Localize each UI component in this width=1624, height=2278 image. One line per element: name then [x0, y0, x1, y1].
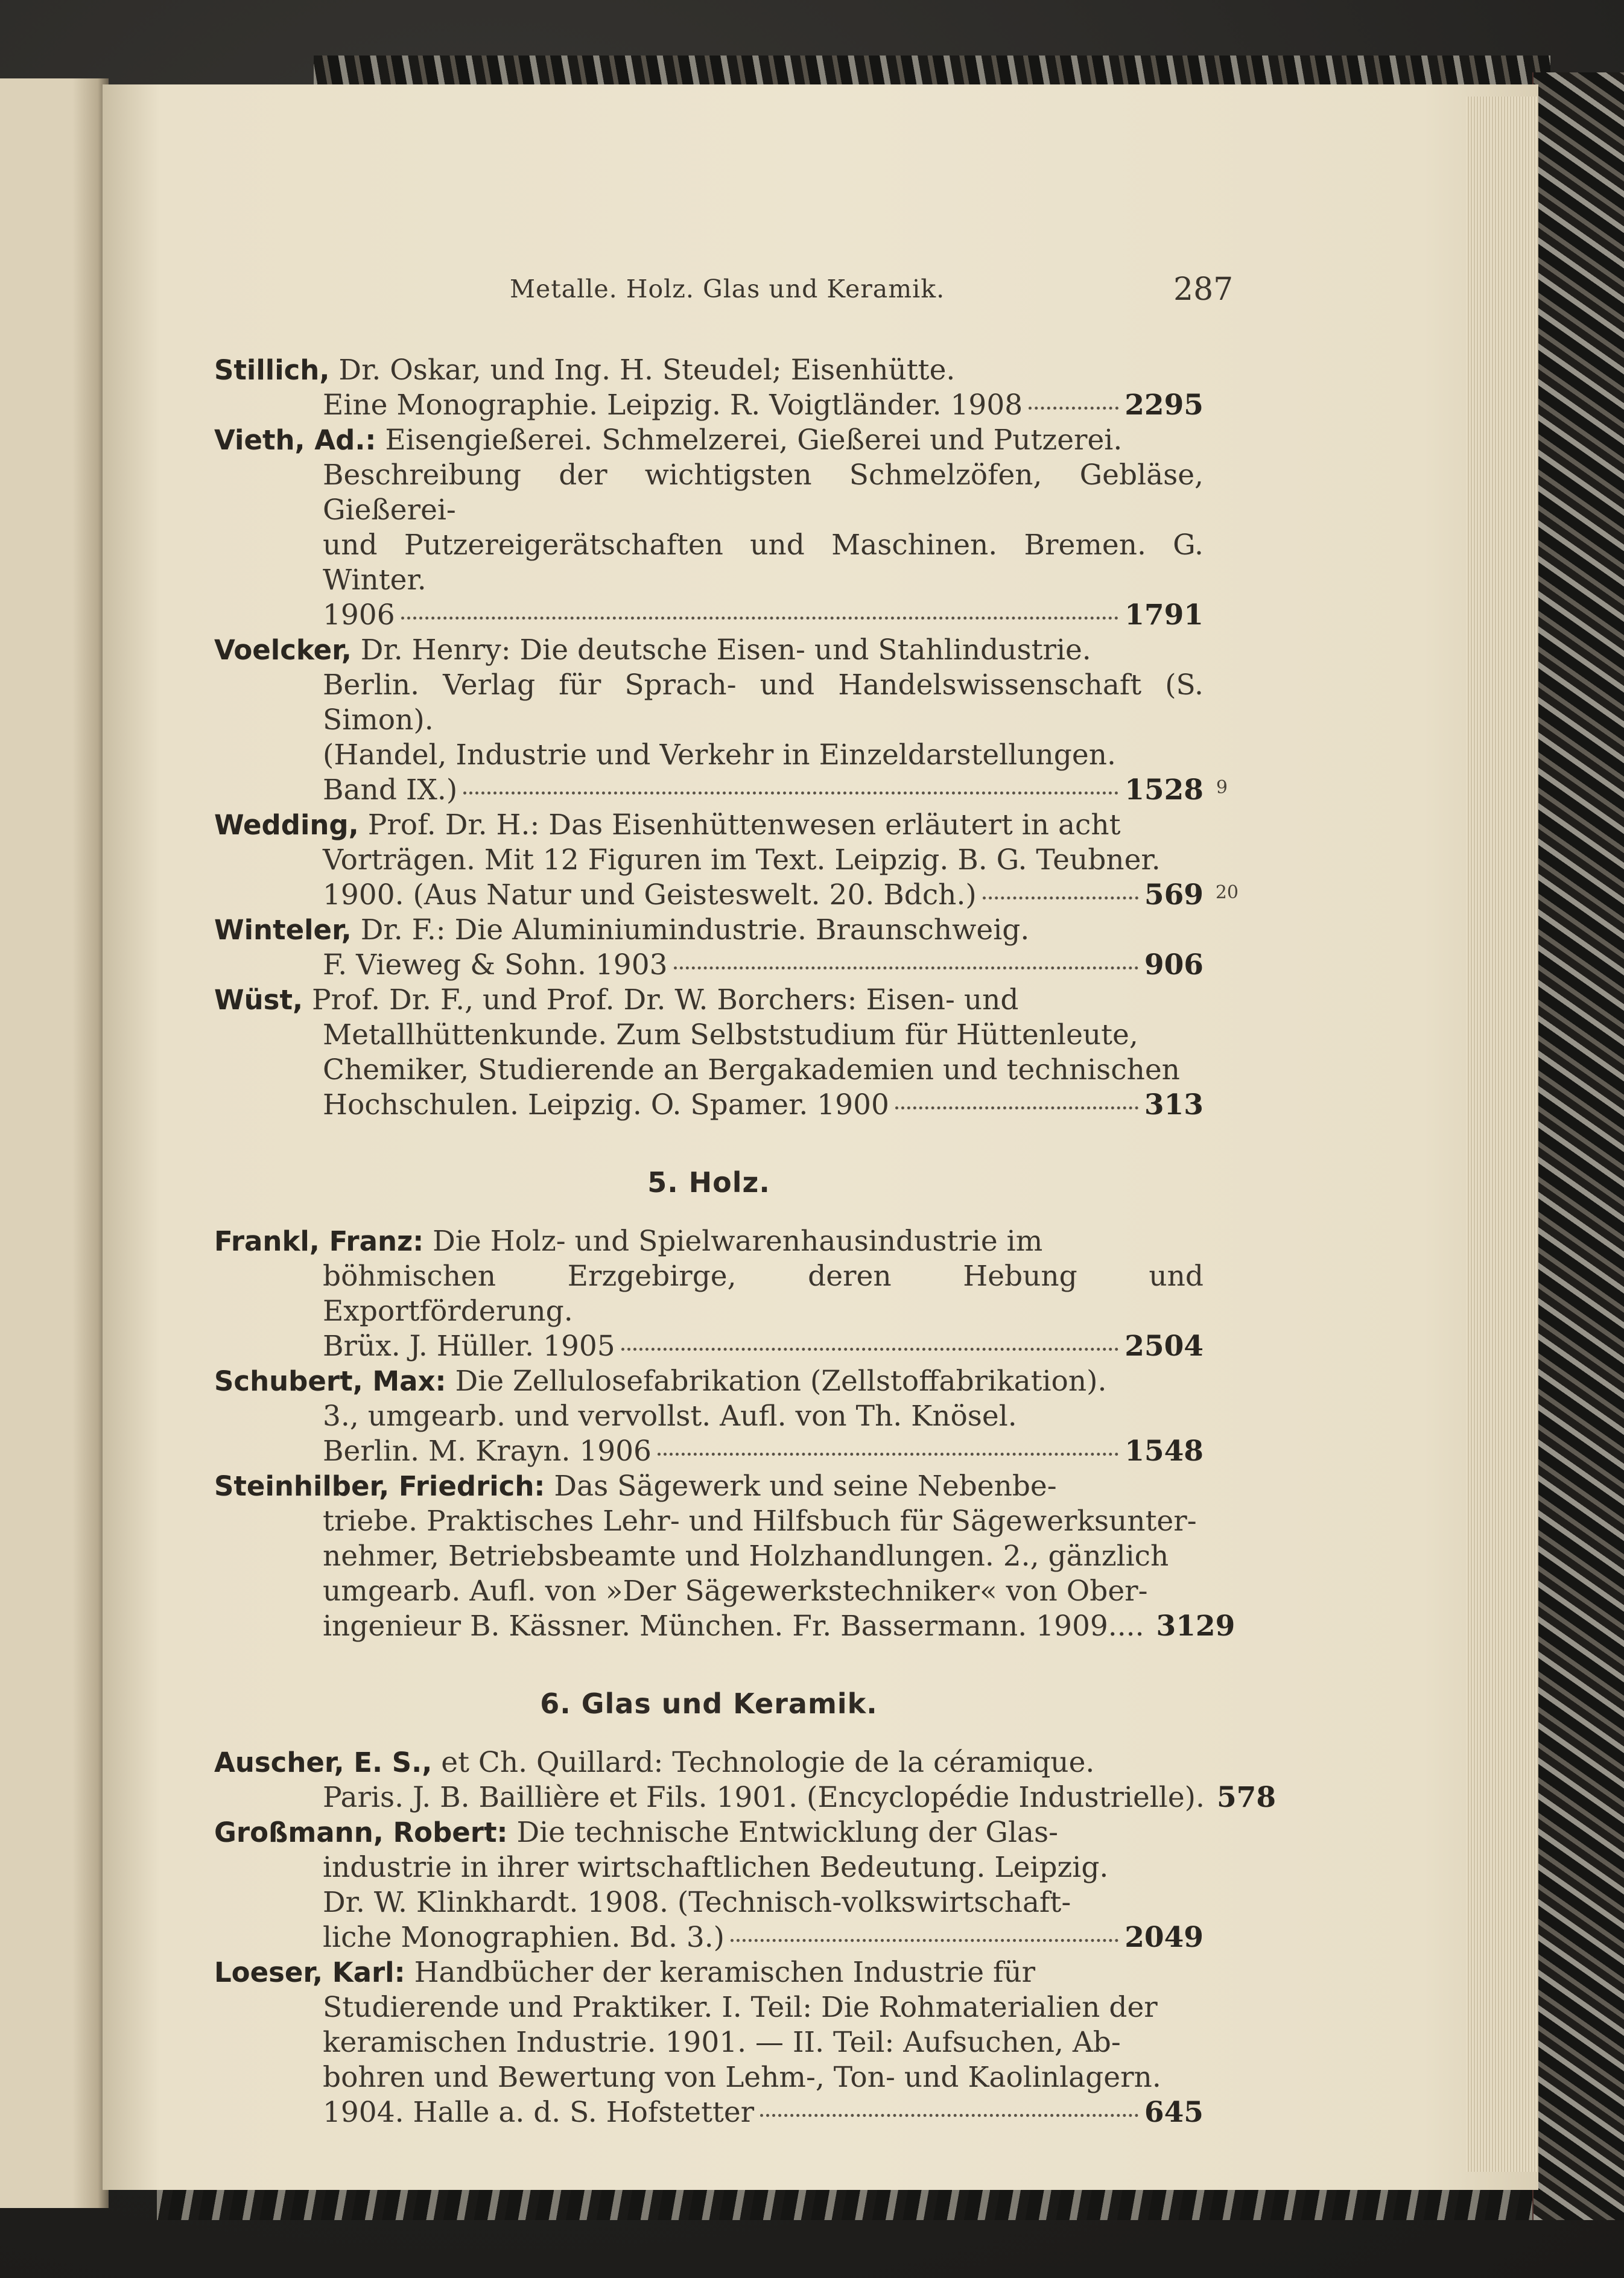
entry-author: Schubert, Max:: [214, 1365, 446, 1397]
entry-line: (Handel, Industrie und Verkehr in Einzeldarstellungen.: [323, 738, 1116, 772]
entry-line: ingenieur B. Kässner. München. Fr. Bassermann. 1909....: [323, 1610, 1144, 1643]
list-item: [214, 1364, 1204, 1469]
entry-line: Die Holz- und Spielwarenhausindustrie im: [433, 1225, 1043, 1258]
entry-number: 1528: [1124, 773, 1204, 807]
running-title: Metalle. Holz. Glas und Keramik.: [510, 274, 945, 303]
entry-line: Die Zellulosefabrikation (Zellstoffabrikation).: [455, 1365, 1107, 1398]
entry-line: F. Vieweg & Sohn. 1903: [323, 948, 668, 982]
list-item: [214, 1955, 1204, 2130]
entry-line: Studierende und Praktiker. I. Teil: Die Rohmaterialien der: [323, 1991, 1158, 2024]
entry-line: Berlin. Verlag für Sprach- und Handelswissenschaft (S. Simon).: [323, 668, 1204, 737]
bibliography-list: [214, 353, 1277, 2130]
entry-number: 2504: [1124, 1330, 1204, 1363]
entry-line: Das Sägewerk und seine Nebenbe-: [554, 1470, 1057, 1503]
entry-author: Winteler,: [214, 914, 352, 946]
entry-number: 3129: [1156, 1610, 1235, 1643]
entry-line: 1904. Halle a. d. S. Hofstetter: [323, 2096, 755, 2129]
entry-number: 578: [1216, 1781, 1277, 1814]
entry-number: 313: [1144, 1088, 1204, 1122]
entry-line: Dr. Henry: Die deutsche Eisen- und Stahlindustrie.: [360, 633, 1091, 667]
entry-line: böhmischen Erzgebirge, deren Hebung und Exportförderung.: [323, 1260, 1204, 1328]
entry-line: bohren und Bewertung von Lehm-, Ton- und Kaolinlagern.: [323, 2061, 1161, 2094]
entry-line: Dr. Oskar, und Ing. H. Steudel; Eisenhütte.: [338, 354, 956, 387]
list-item: [214, 913, 1204, 983]
entry-line: industrie in ihrer wirtschaftlichen Bedeutung. Leipzig.: [323, 1851, 1109, 1884]
entry-author: Wüst,: [214, 984, 303, 1016]
entry-author: Frankl, Franz:: [214, 1225, 424, 1257]
entry-line: Prof. Dr. H.: Das Eisenhüttenwesen erläutert in acht: [367, 808, 1121, 842]
list-item: [214, 1745, 1277, 1815]
marbled-edge-right: [1534, 72, 1624, 2220]
entry-number: 1791: [1124, 598, 1204, 632]
entry-author: Loeser, Karl:: [214, 1956, 405, 1988]
entry-line: Dr. F.: Die Aluminiumindustrie. Braunschweig.: [360, 913, 1030, 947]
entry-line: liche Monographien. Bd. 3.): [323, 1921, 725, 1954]
entry-line: Die technische Entwicklung der Glas-: [516, 1816, 1059, 1849]
entry-line: et Ch. Quillard: Technologie de la céramique.: [441, 1746, 1095, 1779]
section-heading-holz: 5. Holz.: [647, 1166, 770, 1199]
entry-line: Prof. Dr. F., und Prof. Dr. W. Borchers: Eisen- und: [312, 983, 1019, 1017]
entry-line: und Putzereigerätschaften und Maschinen. Bremen. G. Winter.: [323, 528, 1204, 597]
list-item: [214, 808, 1239, 913]
entry-line: Berlin. M. Krayn. 1906: [323, 1435, 652, 1468]
entry-line: Metallhüttenkunde. Zum Selbststudium für Hüttenleute,: [323, 1018, 1138, 1052]
entry-line: Hochschulen. Leipzig. O. Spamer. 1900: [323, 1088, 889, 1122]
margin-annotation: 9: [1216, 777, 1228, 798]
entry-line: Vorträgen. Mit 12 Figuren im Text. Leipzig. B. G. Teubner.: [323, 843, 1161, 877]
entry-line: Eine Monographie. Leipzig. R. Voigtländer. 1908: [323, 389, 1023, 422]
entry-line: Beschreibung der wichtigsten Schmelzöfen, Gebläse, Gießerei-: [323, 458, 1204, 527]
list-item: [214, 423, 1204, 633]
entry-author: Voelcker,: [214, 634, 352, 666]
entry-number: 1548: [1124, 1435, 1204, 1468]
margin-annotation: 20: [1215, 882, 1239, 903]
entry-author: Wedding,: [214, 809, 359, 841]
entry-line: keramischen Industrie. 1901. — II. Teil: Aufsuchen, Ab-: [323, 2026, 1121, 2059]
list-item: [214, 983, 1204, 1123]
entry-author: Auscher, E. S.,: [214, 1747, 433, 1778]
entry-author: Stillich,: [214, 354, 330, 386]
entry-line: Chemiker, Studierende an Bergakademien und technischen: [323, 1053, 1180, 1087]
page-number: 287: [1173, 271, 1234, 308]
entry-line: Eisengießerei. Schmelzerei, Gießerei und Putzerei.: [385, 424, 1123, 457]
page-edges: [1466, 97, 1538, 2172]
entry-author: Vieth, Ad.:: [214, 424, 376, 456]
entry-number: 645: [1144, 2096, 1204, 2129]
entry-number: 569: [1144, 878, 1204, 912]
entry-line: Paris. J. B. Baillière et Fils. 1901. (Encyclopédie Industrielle).: [323, 1781, 1205, 1814]
list-item: [214, 1815, 1204, 1955]
entry-line: nehmer, Betriebsbeamte und Holzhandlungen. 2., gänzlich: [323, 1540, 1169, 1573]
entry-line: Band IX.): [323, 773, 458, 807]
entry-line: Handbücher der keramischen Industrie für: [414, 1956, 1036, 1989]
entry-line: umgearb. Aufl. von »Der Sägewerkstechniker« von Ober-: [323, 1575, 1148, 1608]
entry-line: Dr. W. Klinkhardt. 1908. (Technisch-volkswirtschaft-: [323, 1886, 1071, 1919]
list-item: [214, 1469, 1235, 1644]
entry-line: triebe. Praktisches Lehr- und Hilfsbuch für Sägewerksunter-: [323, 1505, 1197, 1538]
entry-author: Großmann, Robert:: [214, 1816, 508, 1848]
entry-line: 3., umgearb. und vervollst. Aufl. von Th. Knösel.: [323, 1400, 1017, 1433]
entry-number: 2049: [1124, 1921, 1204, 1954]
list-item: [214, 353, 1204, 423]
entry-number: 2295: [1124, 389, 1204, 422]
entry-number: 906: [1144, 948, 1204, 982]
entry-line: 1906: [323, 598, 395, 632]
list-item: [214, 1224, 1204, 1364]
entry-author: Steinhilber, Friedrich:: [214, 1470, 545, 1502]
entry-line: 1900. (Aus Natur und Geisteswelt. 20. Bdch.): [323, 878, 977, 912]
entry-line: Brüx. J. Hüller. 1905: [323, 1330, 615, 1363]
section-heading-glas: 6. Glas und Keramik.: [540, 1687, 878, 1720]
list-item: [214, 633, 1228, 808]
